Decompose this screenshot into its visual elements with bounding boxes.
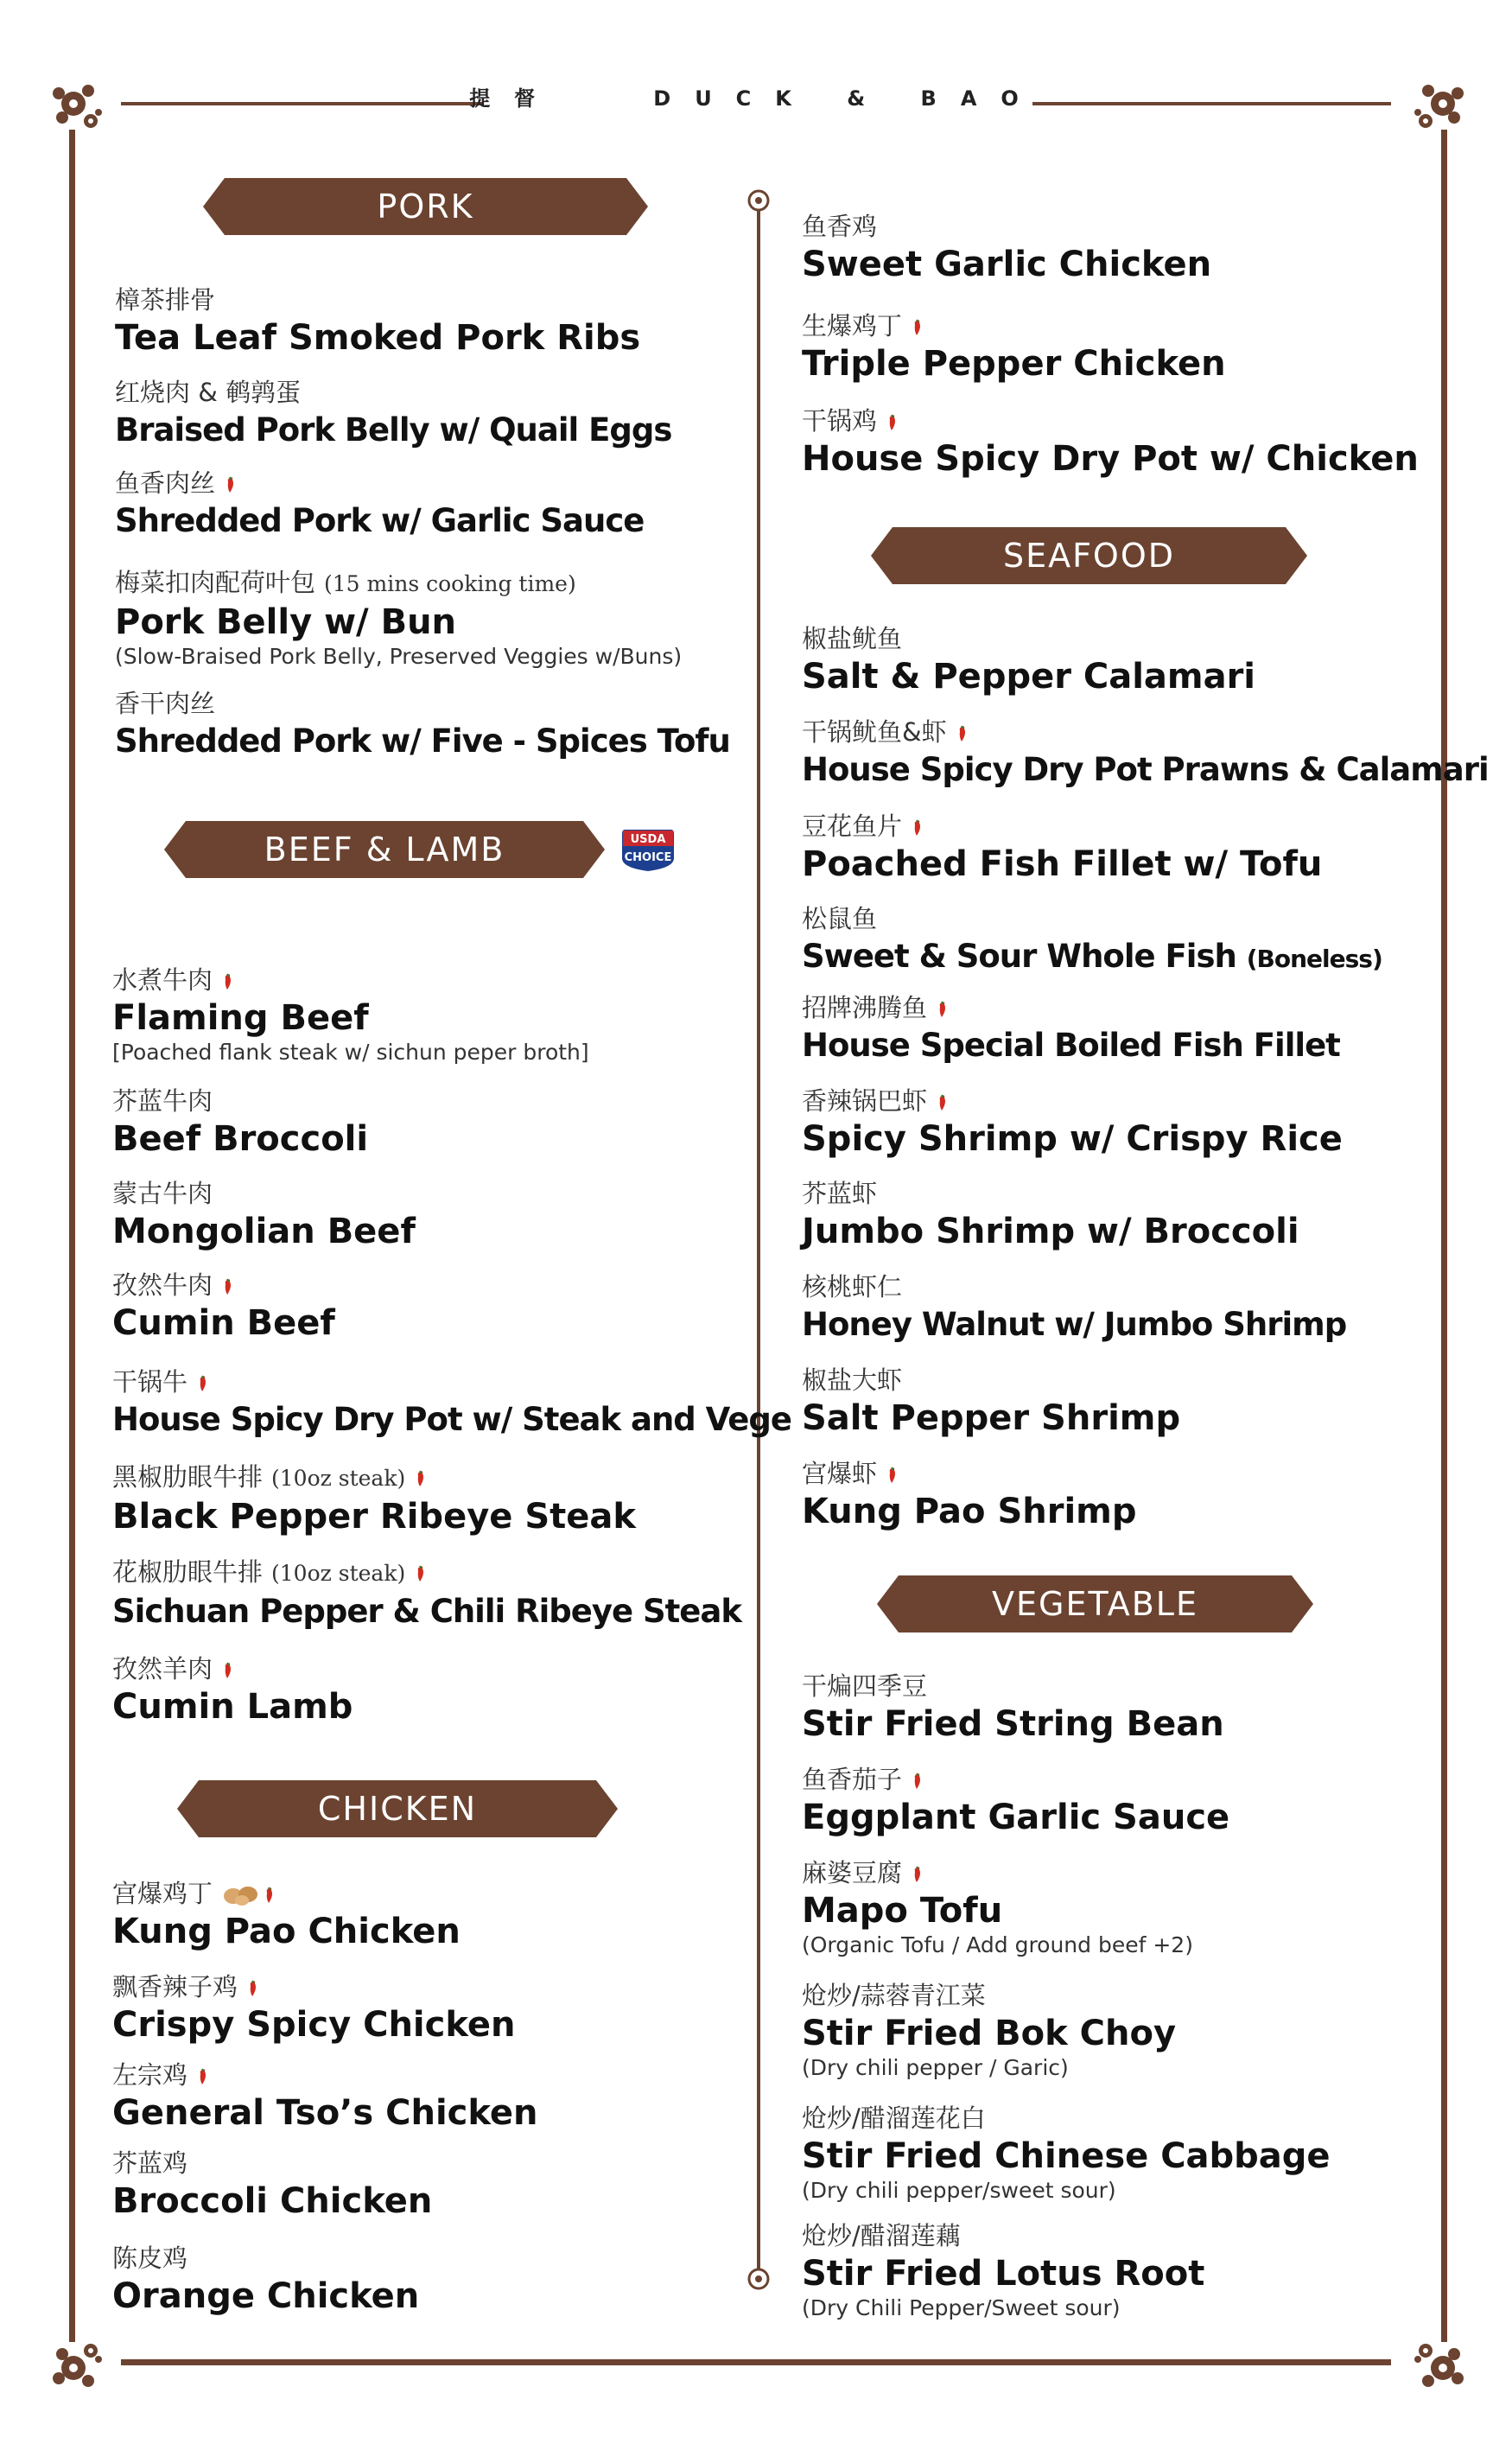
chili-pepper-icon [264, 1887, 275, 1904]
item-chinese-name: 干锅牛 [112, 1367, 188, 1397]
header-chinese-name: 提督 [469, 86, 560, 111]
item-chinese-name: 麻婆豆腐 [802, 1858, 903, 1887]
menu-item [112, 1269, 335, 1345]
section-banner-chicken [177, 1780, 618, 1837]
item-chinese-name: 炝炒/醋溜莲藕 [802, 2221, 961, 2250]
item-english-name: Spicy Shrimp w/ Crispy Rice [802, 1119, 1343, 1159]
item-english-name: Salt & Pepper Calamari [802, 657, 1256, 697]
item-english-name: Eggplant Garlic Sauce [802, 1798, 1230, 1837]
item-chinese-name: 梅菜扣肉配荷叶包 [115, 568, 316, 597]
section-title-vegetable: VEGETABLE [992, 1585, 1198, 1623]
menu-item [802, 404, 1419, 481]
item-english-name: Orange Chicken [112, 2276, 420, 2316]
item-chinese-name: 芥蓝鸡 [112, 2148, 188, 2178]
item-english-name: Cumin Beef [112, 1303, 335, 1343]
chili-pepper-icon [226, 476, 236, 493]
menu-item [802, 1763, 1229, 1839]
item-english-name: Beef Broccoli [112, 1119, 369, 1159]
usda-choice-badge-icon [618, 825, 678, 874]
ornament-bottom-left-icon [43, 2325, 121, 2403]
item-chinese-name: 红烧肉 & 鹌鹑蛋 [115, 378, 302, 407]
menu-item [802, 1670, 1224, 1746]
item-description: [Poached flank steak w/ sichun peper broth] [112, 1040, 589, 1065]
chili-pepper-icon [937, 1094, 948, 1111]
item-chinese-name: 香辣锅巴虾 [802, 1086, 928, 1116]
item-english-name: House Spicy Dry Pot Prawns & Calamari [802, 751, 1489, 788]
item-chinese-name: 招牌沸腾鱼 [802, 993, 928, 1022]
section-title-chicken: CHICKEN [317, 1790, 478, 1828]
chili-pepper-icon [198, 2068, 208, 2085]
menu-item [115, 376, 671, 452]
item-english-name: Pork Belly w/ Bun [115, 602, 457, 642]
menu-item [112, 1461, 636, 1538]
item-description: (Dry Chili Pepper/Sweet sour) [802, 2295, 1121, 2320]
menu-item [802, 309, 1226, 385]
chili-pepper-icon [223, 1662, 233, 1679]
item-chinese-name: 干煸四季豆 [802, 1671, 928, 1701]
menu-item [802, 2102, 1331, 2204]
item-english-name: Mongolian Beef [112, 1212, 416, 1251]
menu-item [802, 2219, 1204, 2321]
item-chinese-name: 芥蓝牛肉 [112, 1086, 213, 1116]
item-chinese-name: 鱼香鸡 [802, 212, 878, 241]
menu-item [802, 902, 1382, 981]
item-chinese-name: 水煮牛肉 [112, 965, 213, 995]
item-chinese-name: 左宗鸡 [112, 2060, 188, 2090]
item-chinese-name: 核桃虾仁 [802, 1272, 903, 1302]
divider-ornament-top-icon [744, 186, 773, 215]
item-chinese-name: 樟茶排骨 [115, 285, 216, 315]
item-chinese-name: 花椒肋眼牛排 [112, 1557, 264, 1587]
item-chinese-name: 飘香辣子鸡 [112, 1972, 238, 2002]
item-english-name: Kung Pao Chicken [112, 1912, 461, 1951]
frame-left-border [69, 130, 75, 2342]
item-english-name: Broccoli Chicken [112, 2181, 433, 2221]
chili-pepper-icon [416, 1470, 426, 1487]
menu-item [112, 1877, 461, 1953]
chili-pepper-icon [957, 725, 968, 742]
chili-pepper-icon [416, 1565, 426, 1582]
item-portion-note: (10oz steak) [271, 1561, 406, 1586]
item-english-name: Crispy Spicy Chicken [112, 2005, 516, 2045]
item-english-name: House Spicy Dry Pot w/ Chicken [802, 439, 1419, 479]
item-english-name: Honey Walnut w/ Jumbo Shrimp [802, 1306, 1347, 1343]
chili-pepper-icon [223, 973, 233, 990]
menu-item [802, 210, 1211, 286]
item-english-name: Stir Fried String Bean [802, 1704, 1224, 1744]
chili-pepper-icon [912, 819, 923, 837]
item-chinese-name: 豆花鱼片 [802, 811, 903, 841]
section-title-seafood: SEAFOOD [1002, 537, 1176, 575]
item-description: (Organic Tofu / Add ground beef +2) [802, 1932, 1193, 1957]
item-english-name: Kung Pao Shrimp [802, 1492, 1137, 1531]
menu-item [112, 1970, 515, 2046]
item-chinese-name: 炝炒/蒜蓉青江菜 [802, 1981, 986, 2010]
item-description: (Dry chili pepper/sweet sour) [802, 2178, 1116, 2203]
menu-item [802, 1270, 1346, 1346]
item-english-name: Salt Pepper Shrimp [802, 1398, 1181, 1438]
chili-pepper-icon [937, 1001, 948, 1018]
item-chinese-name: 蒙古牛肉 [112, 1179, 213, 1208]
chili-pepper-icon [887, 1467, 898, 1484]
item-english-name: Braised Pork Belly w/ Quail Eggs [115, 411, 672, 449]
item-english-name: Mapo Tofu [802, 1891, 1003, 1931]
menu-item [802, 622, 1255, 698]
item-description: (Dry chili pepper / Garic) [802, 2055, 1069, 2080]
item-english-name: Shredded Pork w/ Garlic Sauce [115, 502, 645, 539]
menu-item [115, 283, 640, 360]
item-portion-note: (10oz steak) [271, 1466, 406, 1491]
restaurant-header [0, 81, 1512, 111]
menu-item [115, 467, 644, 543]
menu-item [802, 991, 1340, 1067]
chili-pepper-icon [198, 1375, 208, 1392]
chili-pepper-icon [912, 319, 923, 336]
menu-item [112, 1177, 416, 1253]
menu-item [112, 1652, 353, 1728]
menu-item [112, 1365, 791, 1442]
menu-item [112, 2242, 419, 2318]
item-english-name: Stir Fried Lotus Root [802, 2254, 1205, 2294]
item-english-name: General Tso’s Chicken [112, 2093, 538, 2133]
menu-item [802, 716, 1489, 792]
frame-bottom-border [121, 2359, 1391, 2365]
item-english-name: Jumbo Shrimp w/ Broccoli [802, 1212, 1299, 1251]
item-chinese-name: 椒盐大虾 [802, 1365, 903, 1395]
item-chinese-name: 宫爆虾 [802, 1459, 878, 1488]
section-title-beef-lamb: BEEF & LAMB [264, 831, 505, 869]
chili-pepper-icon [223, 1278, 233, 1295]
item-chinese-name: 炝炒/醋溜莲花白 [802, 2103, 986, 2133]
peanut-allergen-icon [221, 1883, 261, 1907]
item-english-name: House Special Boiled Fish Fillet [802, 1027, 1340, 1064]
usda-badge-line2: CHOICE [624, 851, 672, 864]
section-banner-beef-lamb [164, 821, 605, 878]
item-english-name: Stir Fried Bok Choy [802, 2014, 1177, 2053]
menu-item [112, 1085, 368, 1161]
menu-item [802, 1364, 1180, 1440]
menu-item [802, 1979, 1176, 2081]
item-english-name: Stir Fried Chinese Cabbage [802, 2136, 1331, 2176]
chili-pepper-icon [887, 414, 898, 431]
ornament-bottom-right-icon [1395, 2325, 1473, 2403]
item-chinese-name: 香干肉丝 [115, 689, 216, 718]
item-english-name: Sichuan Pepper & Chili Ribeye Steak [112, 1593, 741, 1630]
menu-item [112, 2059, 538, 2135]
item-english-name: House Spicy Dry Pot w/ Steak and Vege [112, 1401, 791, 1438]
section-title-pork: PORK [377, 188, 474, 226]
menu-item [115, 566, 682, 670]
frame-right-border [1441, 130, 1447, 2342]
item-chinese-name: 干锅鸡 [802, 406, 878, 436]
menu-item [802, 1085, 1343, 1161]
item-chinese-name: 椒盐鱿鱼 [802, 624, 903, 653]
header-brand-name: DUCK & BAO [653, 86, 1043, 111]
item-english-name: Sweet Garlic Chicken [802, 245, 1212, 284]
section-banner-seafood [871, 527, 1307, 584]
menu-item [115, 687, 730, 763]
item-chinese-name: 陈皮鸡 [112, 2243, 188, 2273]
item-cooking-note: (15 mins cooking time) [324, 571, 576, 596]
item-english-name: Tea Leaf Smoked Pork Ribs [115, 318, 641, 358]
item-english-name: Cumin Lamb [112, 1687, 353, 1727]
item-chinese-name: 干锅鱿鱼&虾 [802, 717, 947, 747]
menu-item [802, 810, 1322, 886]
item-english-name: Poached Fish Fillet w/ Tofu [802, 844, 1323, 884]
item-chinese-name: 孜然牛肉 [112, 1270, 213, 1300]
column-divider [757, 200, 760, 2275]
section-banner-pork [203, 178, 648, 235]
menu-item [112, 964, 589, 1066]
item-chinese-name: 宫爆鸡丁 [112, 1879, 213, 1908]
item-english-name: Black Pepper Ribeye Steak [112, 1497, 636, 1537]
usda-badge-line1: USDA [630, 833, 666, 846]
menu-item [112, 1556, 741, 1633]
menu-item [802, 1856, 1193, 1958]
item-chinese-name: 鱼香茄子 [802, 1765, 903, 1794]
section-banner-vegetable [877, 1575, 1313, 1632]
chili-pepper-icon [912, 1772, 923, 1790]
item-english-name: Triple Pepper Chicken [802, 344, 1226, 384]
menu-item [802, 1457, 1136, 1533]
item-chinese-name: 鱼香肉丝 [115, 468, 216, 498]
menu-item [112, 2147, 432, 2223]
item-chinese-name: 松鼠鱼 [802, 904, 878, 933]
item-chinese-name: 生爆鸡丁 [802, 311, 903, 340]
item-chinese-name: 黑椒肋眼牛排 [112, 1462, 264, 1492]
item-description: (Slow-Braised Pork Belly, Preserved Veggies w/Buns) [115, 644, 683, 669]
menu-item [802, 1177, 1299, 1253]
item-chinese-name: 芥蓝虾 [802, 1179, 878, 1208]
item-english-name: Flaming Beef [112, 998, 369, 1038]
item-english-name: Shredded Pork w/ Five - Spices Tofu [115, 722, 730, 760]
chili-pepper-icon [248, 1980, 258, 1997]
item-english-name: Sweet & Sour Whole Fish [802, 938, 1236, 975]
item-chinese-name: 孜然羊肉 [112, 1654, 213, 1683]
chili-pepper-icon [912, 1866, 923, 1883]
item-english-qualifier: (Boneless) [1246, 945, 1382, 973]
divider-ornament-bottom-icon [744, 2264, 773, 2294]
